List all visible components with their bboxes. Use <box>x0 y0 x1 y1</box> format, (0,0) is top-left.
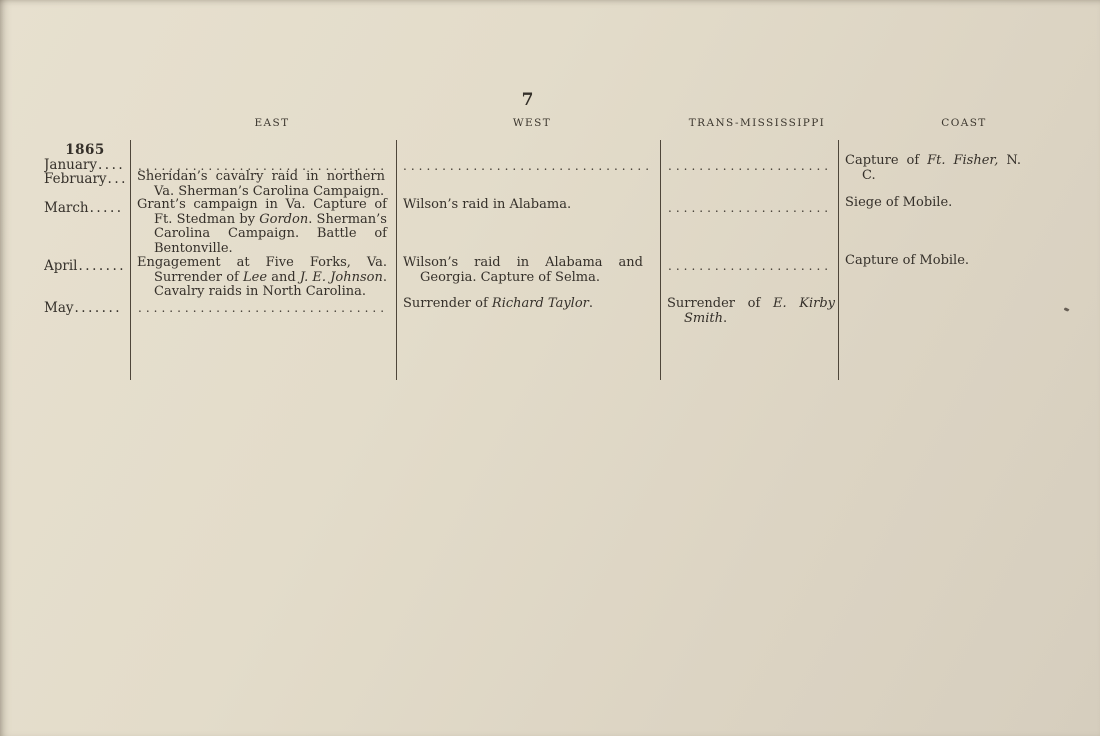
cell-text-italic: Lee <box>243 269 268 285</box>
print-artifact <box>1064 307 1070 312</box>
cell-east-january-empty: ................................ <box>138 159 389 173</box>
cell-text: Capture of Mobile. <box>845 253 970 268</box>
column-rule-east-west <box>396 140 397 380</box>
cell-text: Grant’s campaign in Va. Capture of Ft. Stedman by <box>137 197 387 227</box>
column-header-east: EAST <box>254 117 290 129</box>
leader-dots: ..... <box>89 200 124 216</box>
cell-text: Siege of Mobile. <box>845 195 953 210</box>
cell-east-february <box>137 170 385 199</box>
cell-text: . Cavalry raids in North Carolina. <box>154 269 387 300</box>
cell-west-march <box>403 198 651 213</box>
cell-coast-april <box>845 254 1045 269</box>
column-header-coast: COAST <box>941 117 987 129</box>
page-number: 7 <box>521 90 535 110</box>
cell-text-italic: J. E. Johnson <box>299 269 383 285</box>
month-name: January <box>44 157 97 173</box>
cell-west-may <box>403 297 651 312</box>
column-rule-trans-coast <box>838 140 839 380</box>
cell-east-march <box>137 198 387 256</box>
cell-west-april <box>403 256 643 285</box>
cell-west-january-empty: ................................ <box>403 159 654 173</box>
cell-text: N. C. <box>862 153 1022 183</box>
cell-text: Surrender of <box>403 296 492 311</box>
column-header-trans-mississippi: TRANS-MISSISSIPPI <box>688 117 826 129</box>
cell-trans-march-empty: ..................... <box>668 201 833 215</box>
leader-dots: ....... <box>78 258 127 274</box>
cell-text-italic: Richard Taylor <box>491 296 589 311</box>
cell-text: Engagement at Five Forks, Va. Surrender of <box>137 255 387 285</box>
month-label-april <box>44 258 132 274</box>
cell-coast-january <box>845 154 1021 183</box>
cell-trans-january-empty: ..................... <box>668 159 833 173</box>
month-name: March <box>44 200 89 216</box>
cell-text: Sheridan’s cavalry raid in northern Va. Sherman’s Carolina Campaign. <box>137 169 385 199</box>
cell-text: Wilson’s raid in Alabama. <box>403 197 572 212</box>
cell-text-italic: Ft. Fisher, <box>927 153 999 168</box>
cell-text: Capture of <box>845 153 928 168</box>
cell-coast-march <box>845 196 1045 211</box>
cell-east-april <box>137 256 387 300</box>
cell-text-italic: Gordon <box>259 211 309 227</box>
leader-dots: .... <box>97 157 126 173</box>
month-name: February <box>44 171 107 187</box>
cell-text: Wilson’s raid in Alabama and Georgia. Capture of Selma. <box>403 255 643 285</box>
cell-east-may-empty: ................................ <box>138 301 389 315</box>
month-label-may <box>44 300 132 316</box>
cell-text-italic: E. Kirby Smith <box>684 296 835 326</box>
column-rule-west-trans <box>660 140 661 380</box>
month-name: April <box>44 258 78 274</box>
month-label-february <box>44 171 132 187</box>
cell-text: . <box>723 310 728 326</box>
year-label: 1865 <box>65 142 105 158</box>
cell-text: . <box>588 296 594 311</box>
cell-trans-may <box>667 297 835 326</box>
cell-text: Surrender of <box>667 296 773 311</box>
column-header-west: WEST <box>512 117 552 129</box>
cell-trans-april-empty: ..................... <box>668 259 833 273</box>
leader-dots: ... <box>107 171 128 187</box>
month-name: May <box>44 300 74 316</box>
cell-text: and <box>267 269 300 285</box>
leader-dots: ....... <box>74 300 123 316</box>
cell-text: . Sherman’s Carolina Campaign. Battle of Bentonville. <box>154 211 387 256</box>
month-label-march <box>44 200 132 216</box>
